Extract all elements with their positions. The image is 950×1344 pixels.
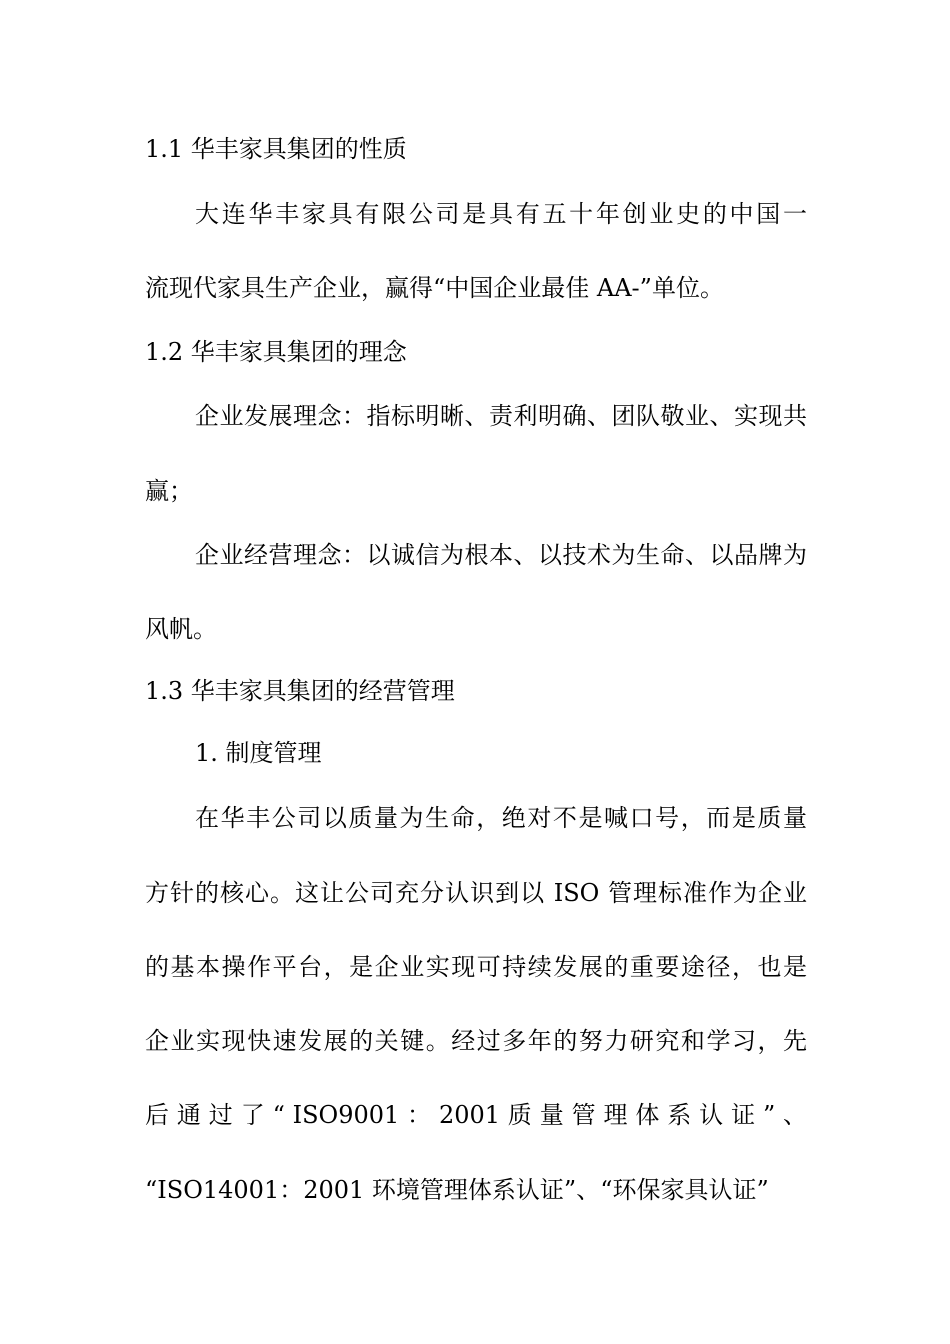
paragraph-line: 在华丰公司以质量为生命，绝对不是喊口号，而是质量 xyxy=(195,804,807,832)
section-heading-1-3: 1.3 华丰家具集团的经营管理 xyxy=(145,677,455,705)
paragraph-line: 赢； xyxy=(145,477,193,505)
paragraph-line: 大连华丰家具有限公司是具有五十年创业史的中国一 xyxy=(195,200,807,228)
paragraph-line: 的基本操作平台，是企业实现可持续发展的重要途径，也是 xyxy=(145,953,807,981)
section-heading-1-2: 1.2 华丰家具集团的理念 xyxy=(145,338,407,366)
paragraph-line: 企业经营理念：以诚信为根本、以技术为生命、以品牌为 xyxy=(195,541,807,569)
paragraph-line: 企业实现快速发展的关键。经过多年的努力研究和学习，先 xyxy=(145,1027,807,1055)
paragraph-line: “ISO14001：2001 环境管理体系认证”、“环保家具认证” xyxy=(145,1176,769,1204)
paragraph-line: 后 通 过 了 “ ISO9001 ： 2001 质 量 管 理 体 系 认 证 ” 、 xyxy=(145,1101,807,1129)
paragraph-line: 企业发展理念：指标明晰、责利明确、团队敬业、实现共 xyxy=(195,402,807,430)
paragraph-line: 流现代家具生产企业，赢得“中国企业最佳 AA-”单位。 xyxy=(145,274,724,302)
paragraph-line: 风帆。 xyxy=(145,615,217,643)
subheading-system-management: 1. 制度管理 xyxy=(195,739,322,767)
paragraph-line: 方针的核心。这让公司充分认识到以 ISO 管理标准作为企业 xyxy=(145,879,807,907)
section-heading-1-1: 1.1 华丰家具集团的性质 xyxy=(145,135,407,163)
